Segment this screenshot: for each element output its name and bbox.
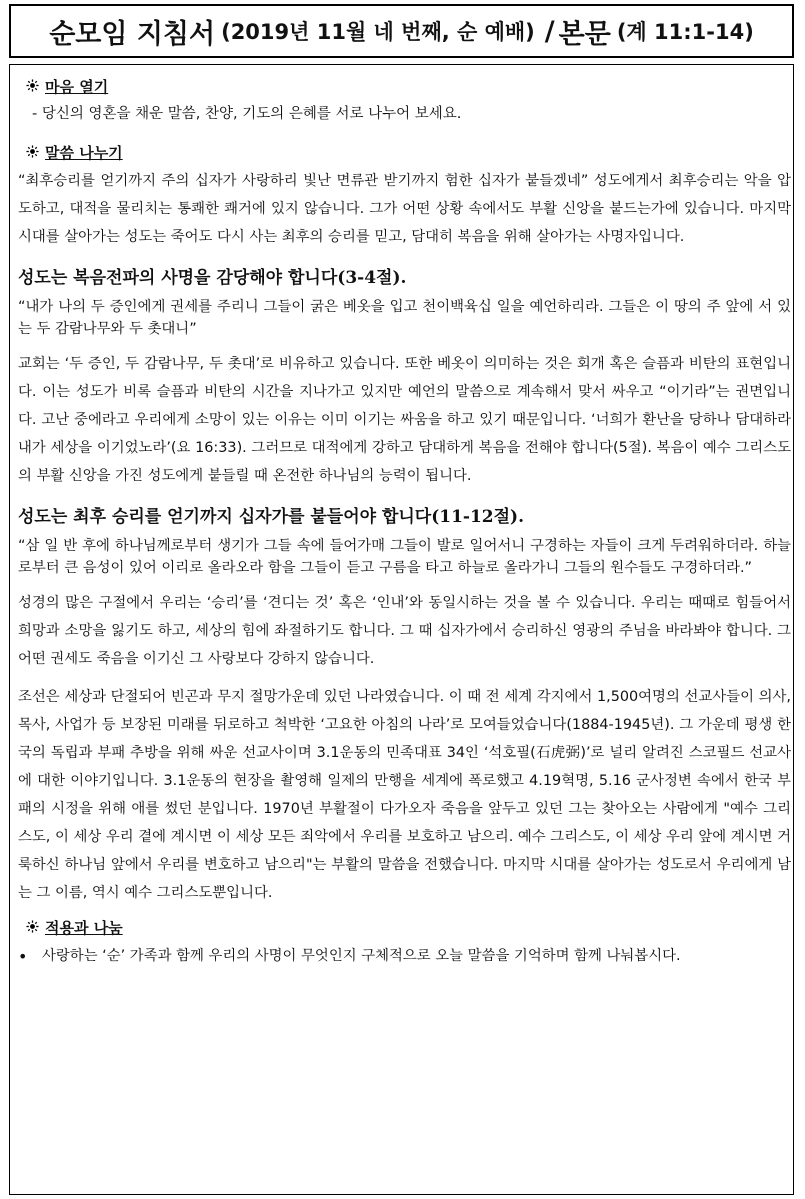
scripture-reference: (계 11:1-14) — [616, 20, 754, 44]
apply-text: 사랑하는 ‘순’ 가족과 함께 우리의 사명이 무엇인지 구체적으로 오늘 말씀을 기억하며 함께 나눠봅시다. — [42, 948, 681, 964]
sun-icon — [26, 919, 39, 937]
sun-icon — [26, 144, 39, 162]
section-label: 말씀 나누기 — [45, 144, 123, 162]
section-title: 본문 — [558, 18, 611, 50]
point2-heading: 성도는 최후 승리를 얻기까지 십자가를 붙들어야 합니다(11-12절). — [18, 507, 525, 527]
section-heading-apply — [26, 917, 791, 938]
point1-heading: 성도는 복음전파의 사명을 감당해야 합니다(3-4절). — [18, 268, 407, 288]
title-box — [9, 4, 794, 58]
section-label: 적용과 나눔 — [45, 919, 123, 937]
point2-quote: “삼 일 반 후에 하나님께로부터 생기가 그들 속에 들어가매 그들이 발로 일어서니 구경하는 자들이 크게 두려워하더라. 하늘로부터 큰 음성이 있어 이리로 올라오라 함을 그들이 듣고 구름을 타고 하늘로 올라가니 그들의 원수들도 구경하더라.” — [18, 538, 791, 576]
section-heading-open — [26, 76, 791, 97]
point1-body: 교회는 ‘두 증인, 두 감람나무, 두 촛대’로 비유하고 있습니다. 또한 베옷이 의미하는 것은 회개 혹은 슬픔과 비탄의 표현입니다. 이는 성도가 비록 슬픔과 비탄의 시간을 지나가고 있지만 예언의 말씀으로 계속해서 맞서 싸우고 “이기라”는 권면입니다. 고난 중에라고 우리에게 소망이 있는 이유는 이미 이기는 싸움을 하고 있기 때문입니다. ‘너희가 환난을 당하나 담대하라 내가 세상을 이기었노라’(요 16:33). 그러므로 대적에게 강하고 담대하게 복음을 전해야 합니다(5절). 복음이 예수 그리스도의 부활 신앙을 가진 성도에게 붙들릴 때 온전한 하나님의 능력이 됩니다. — [18, 356, 791, 484]
bullet-icon: • — [18, 947, 28, 966]
document-title: 순모임 지침서 — [49, 18, 216, 50]
list-item — [18, 942, 791, 971]
sun-icon — [26, 78, 39, 96]
document-body — [18, 70, 791, 971]
title-separator: / — [544, 15, 555, 47]
open-instruction: - 당신의 영혼을 채운 말씀, 찬양, 기도의 은혜를 서로 나누어 보세요. — [32, 106, 462, 122]
intro-paragraph: “최후승리를 얻기까지 주의 십자가 사랑하리 빛난 면류관 받기까지 험한 십자가 붙들겠네” 성도에게서 최후승리는 악을 압도하고, 대적을 물리치는 통쾌한 쾌거에 있지 않습니다. 그가 어떤 상황 속에서도 부활 신앙을 붙드는가에 있습니다. 마지막 시대를 살아가는 성도는 죽어도 다시 사는 최후의 승리를 믿고, 담대히 복음을 위해 살아가는 사명자입니다. — [18, 173, 791, 245]
point2-body-1: 성경의 많은 구절에서 우리는 ‘승리’를 ‘견디는 것’ 혹은 ‘인내’와 동일시하는 것을 볼 수 있습니다. 우리는 때때로 힘들어서 희망과 소망을 잃기도 하고, 세상의 힘에 좌절하기도 합니다. 그 때 십자가에서 승리하신 영광의 주님을 바라봐야 합니다. 그 어떤 권세도 죽음을 이기신 그 사랑보다 강하지 않습니다. — [18, 595, 791, 667]
point2-body-2: 조선은 세상과 단절되어 빈곤과 무지 절망가운데 있던 나라였습니다. 이 때 전 세계 각지에서 1,500여명의 선교사들이 의사, 목사, 사업가 등 보장된 미래를 뒤로하고 척박한 ‘고요한 아침의 나라’로 모여들었습니다(1884-1945년). 그 가운데 평생 한국의 독립과 부패 추방을 위해 싸운 선교사이며 3.1운동의 민족대표 34인 ‘석호필(石虎弼)’로 널리 알려진 스코필드 선교사에 대한 이야기입니다. 3.1운동의 현장을 촬영해 일제의 만행을 세계에 폭로했고 4.19혁명, 5.16 군사정변 속에서 한국 부패의 시정을 위해 애를 썼던 분입니다. 1970년 부활절이 다가오자 죽음을 앞두고 있던 그는 찾아오는 사람에게 "예수 그리스도, 이 세상 우리 곁에 계시면 이 세상 모든 죄악에서 우리를 보호하고 남으리. 예수 그리스도, 이 세상 우리 앞에 계시면 거룩하신 하나님 앞에서 우리를 변호하고 남으리"는 부활의 말씀을 전했습니다. 마지막 시대를 살아가는 성도로서 우리에게 남는 그 이름, 역시 예수 그리스도뿐입니다. — [18, 689, 791, 901]
section-label: 마음 열기 — [45, 78, 109, 96]
point1-quote: “내가 나의 두 증인에게 권세를 주리니 그들이 굵은 베옷을 입고 천이백육십 일을 예언하리라. 그들은 이 땅의 주 앞에 서 있는 두 감람나무와 두 촛대니” — [18, 299, 791, 337]
section-heading-share — [26, 142, 791, 163]
document-date: (2019년 11월 네 번째, 순 예배) — [221, 20, 535, 44]
